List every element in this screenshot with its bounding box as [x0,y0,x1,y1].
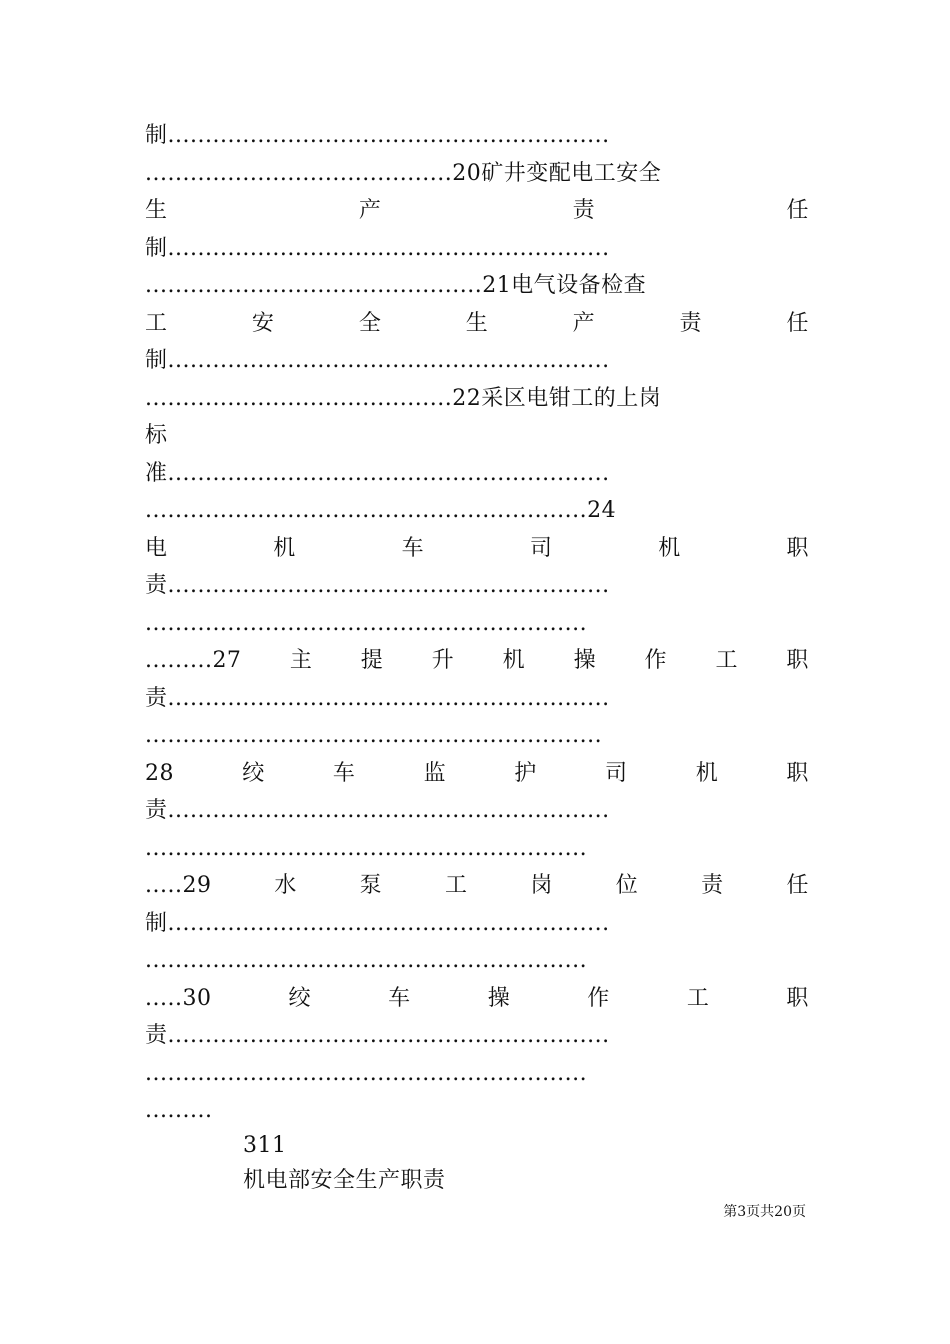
toc-char: 任 [786,873,809,898]
toc-char: 全 [358,311,382,336]
toc-char: 产 [358,198,382,223]
toc-char: 电 [145,536,168,561]
toc-line: ........................................................... [145,611,588,636]
toc-line: 准........................................................... [145,461,610,486]
toc-line: 制........................................................... [145,911,610,936]
toc-char: 机 [658,536,681,561]
toc-char: 提 [360,648,384,673]
toc-char: 工 [715,648,738,673]
toc-char: 作 [644,648,668,673]
toc-line-spread [145,757,809,791]
toc-line-spread [145,532,809,566]
toc-line: .........................................20矿井变配电工安全 [145,161,662,186]
toc-line: 制........................................................... [145,236,610,261]
toc-char: 岗 [530,873,553,898]
toc-char: .....29 [145,873,212,898]
toc-line: ........................................................... [145,836,588,861]
toc-line-spread [145,982,809,1016]
toc-char: 职 [786,761,809,786]
toc-char: 司 [605,761,628,786]
toc-char: 任 [786,198,809,223]
toc-char: 水 [274,873,297,898]
page-footer: 第3页共20页 [723,1204,806,1220]
toc-char: 位 [615,873,639,898]
section-title: 机电部安全生产职责 [243,1168,446,1193]
toc-char: 生 [145,198,168,223]
toc-char: 车 [388,986,411,1011]
toc-char: 工 [686,986,710,1011]
toc-line: ........................................................... [145,948,588,973]
toc-line: ...........................................................24 [145,498,617,523]
toc-char: 护 [514,761,537,786]
toc-char: .....30 [145,986,212,1011]
toc-char: 职 [786,536,809,561]
toc-line: .........................................22采区电钳工的上岗 [145,386,662,411]
toc-char: 操 [487,986,511,1011]
toc-char: 泵 [359,873,383,898]
toc-char: 机 [502,648,526,673]
toc-line: 责........................................................... [145,573,610,598]
toc-char: 28 [145,761,174,786]
toc-char: 作 [587,986,610,1011]
toc-char: 车 [401,536,425,561]
toc-char: 绞 [288,986,312,1011]
toc-line: ............................................................. [145,723,603,748]
toc-char: 责 [572,198,596,223]
toc-char: 任 [786,311,809,336]
toc-char: 绞 [242,761,265,786]
toc-char: .........27 [145,648,242,673]
toc-line: ........................................................... [145,1061,588,1086]
toc-line: 责........................................................... [145,798,610,823]
toc-line: 制........................................................... [145,123,610,148]
toc-char: 主 [289,648,313,673]
toc-line-spread [145,644,809,678]
toc-char: 机 [273,536,296,561]
toc-char: 工 [145,311,168,336]
toc-char: 安 [251,311,275,336]
toc-char: 责 [701,873,724,898]
toc-line-spread [145,307,809,341]
toc-char: 产 [572,311,596,336]
toc-line: .............................................21电气设备检查 [145,273,647,298]
toc-line: 责........................................................... [145,1023,610,1048]
toc-line: 标 [145,423,168,448]
toc-char: 职 [786,986,809,1011]
toc-line-spread [145,194,809,228]
toc-page-number: 311 [243,1133,287,1158]
toc-char: 司 [529,536,553,561]
toc-line-spread [145,869,809,903]
toc-char: 工 [445,873,468,898]
toc-char: 车 [332,761,356,786]
toc-char: 生 [465,311,489,336]
toc-char: 操 [573,648,597,673]
toc-char: 升 [431,648,455,673]
toc-char: 机 [695,761,719,786]
toc-line: 责........................................................... [145,686,610,711]
toc-line: ......... [145,1098,213,1123]
toc-char: 责 [679,311,703,336]
toc-line: 制........................................................... [145,348,610,373]
toc-char: 监 [423,761,447,786]
toc-char: 职 [786,648,809,673]
